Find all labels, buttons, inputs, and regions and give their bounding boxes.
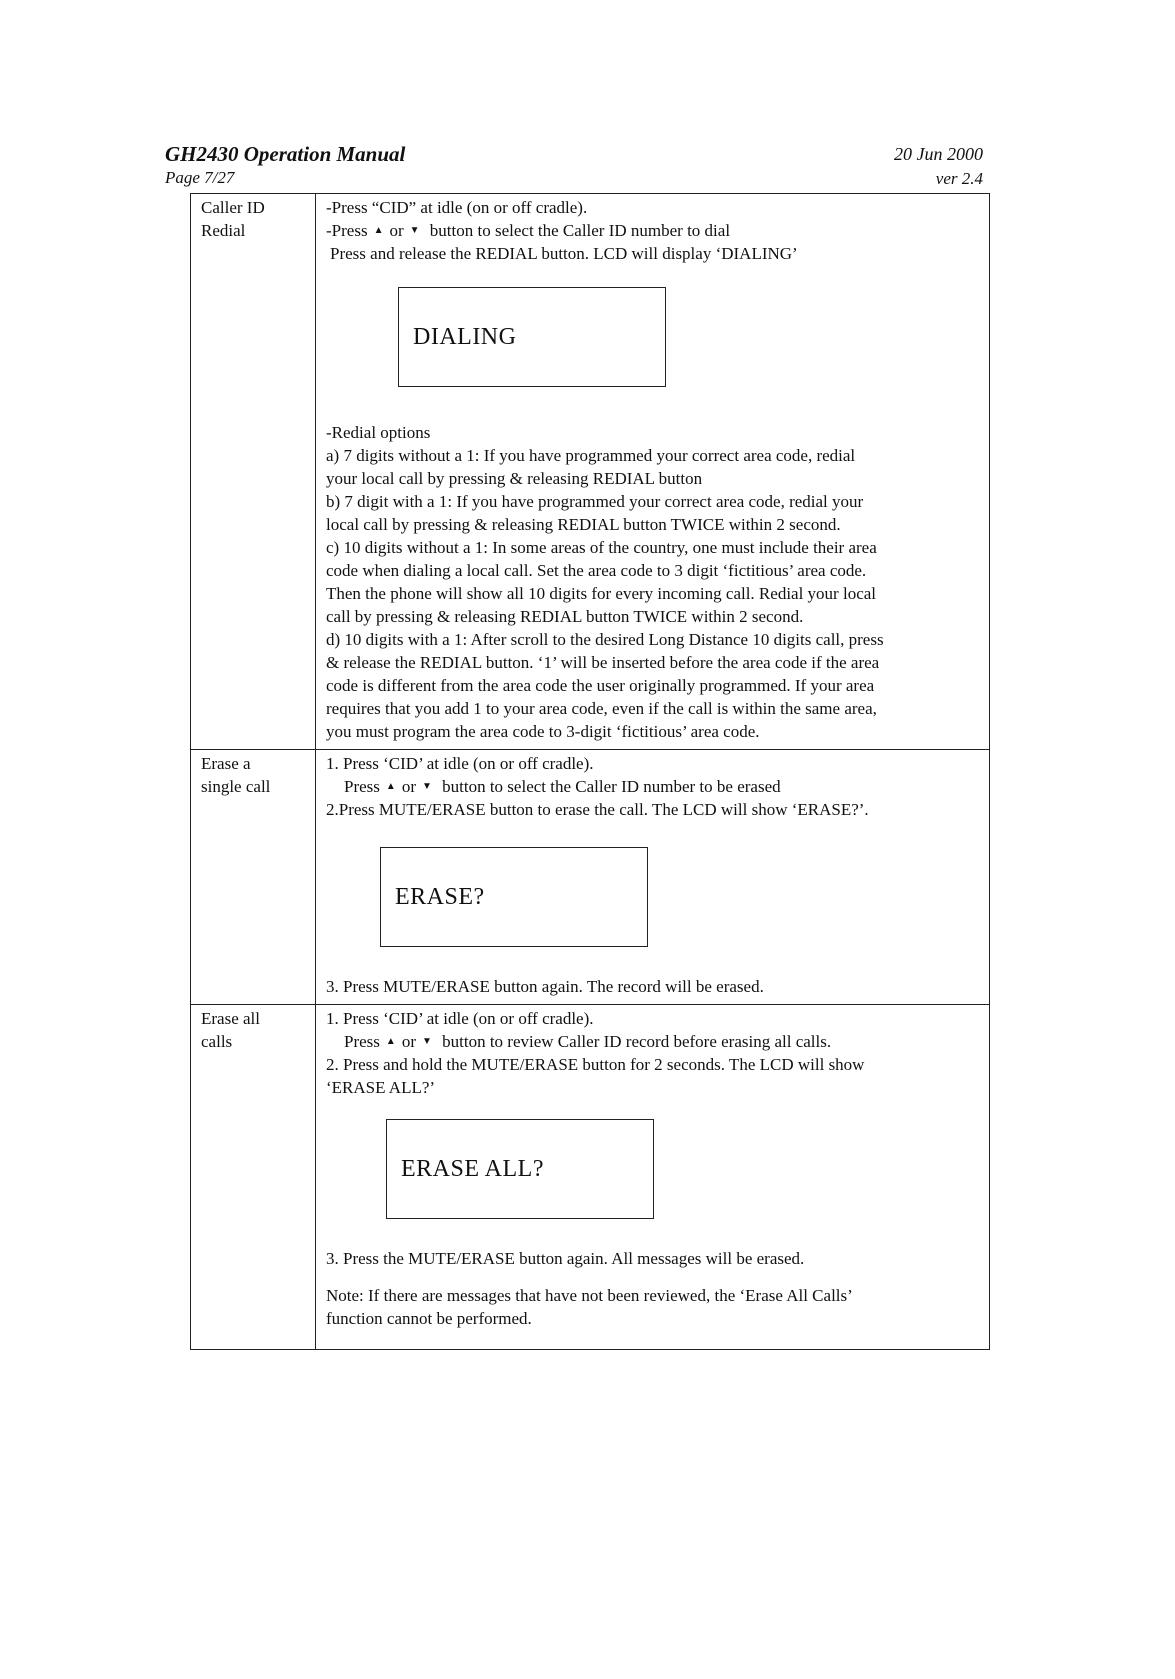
step-text: 2. Press and hold the MUTE/ERASE button for 2 seconds. The LCD will show <box>326 1055 865 1074</box>
step-text: Press and release the REDIAL button. LCD will display ‘DIALING’ <box>330 244 798 263</box>
step-text: Press ▲ or ▼ button to select the Caller ID number to be erased <box>344 777 781 796</box>
instruction-table <box>190 193 990 1350</box>
step-text: -Press “CID” at idle (on or off cradle). <box>326 198 588 217</box>
step-text: Press ▲ or ▼ button to review Caller ID record before erasing all calls. <box>344 1032 832 1051</box>
page-header <box>165 142 983 188</box>
triangle-up-icon: ▲ <box>385 781 396 792</box>
section-label: Caller ID Redial <box>191 194 316 750</box>
triangle-down-icon: ▼ <box>421 781 432 792</box>
section-content <box>316 194 990 750</box>
step-text: -Press ▲ or ▼ button to select the Caller ID number to dial <box>326 221 731 240</box>
step-text: 2.Press MUTE/ERASE button to erase the call. The LCD will show ‘ERASE?’. <box>326 800 869 819</box>
step-text: 3. Press the MUTE/ERASE button again. All messages will be erased. <box>326 1249 805 1268</box>
document-date: 20 Jun 2000 <box>894 144 983 164</box>
section-label: Erase a single call <box>191 750 316 1005</box>
options-heading: -Redial options <box>326 423 431 442</box>
document-version: ver 2.4 <box>935 169 983 188</box>
manual-title: GH2430 Operation Manual <box>165 142 406 166</box>
triangle-up-icon: ▲ <box>385 1036 396 1047</box>
triangle-down-icon: ▼ <box>421 1036 432 1047</box>
step-text: 1. Press ‘CID’ at idle (on or off cradle). <box>326 754 594 773</box>
triangle-up-icon: ▲ <box>373 225 384 236</box>
step-text: 3. Press MUTE/ERASE button again. The record will be erased. <box>326 977 764 996</box>
redial-options: a) 7 digits without a 1: If you have programmed your correct area code, redial your local call by pressing & releasing REDIAL button b) 7 digit with a 1: If you have programmed your correct area code, redial your local call by pressing & releasing REDIAL button TWICE within 2 second. c) 10 digits without a 1: In some areas of the country, one must include their area code when dialing a local call. Set the area code to 3 digit ‘fictitious’ area code. Then the phone will show all 10 digits for every incoming call. Redial your local call by pressing & releasing REDIAL button TWICE within 2 second. d) 10 digits with a 1: After scroll to the desired Long Distance 10 digits call, press & release the REDIAL button. ‘1’ will be inserted before the area code if the area code is different from the area code the user originally programmed. If your area requires that you add 1 to your area code, even if the call is within the same area, you must program the area code to 3-digit ‘fictitious’ area code. <box>326 446 884 741</box>
triangle-down-icon: ▼ <box>409 225 420 236</box>
step-text: 1. Press ‘CID’ at idle (on or off cradle). <box>326 1009 594 1028</box>
step-text: ‘ERASE ALL?’ <box>326 1078 436 1097</box>
section-content <box>316 1005 990 1350</box>
lcd-display: DIALING <box>398 287 666 387</box>
note-text: Note: If there are messages that have not been reviewed, the ‘Erase All Calls’ <box>326 1286 853 1305</box>
note-text: function cannot be performed. <box>326 1309 532 1328</box>
lcd-display: ERASE? <box>380 847 648 947</box>
lcd-display: ERASE ALL? <box>386 1119 654 1219</box>
section-content <box>316 750 990 1005</box>
section-erase-all-calls <box>191 1005 990 1350</box>
section-erase-single-call <box>191 750 990 1005</box>
section-caller-id-redial <box>191 194 990 750</box>
page-number: Page 7/27 <box>165 168 235 187</box>
section-label: Erase all calls <box>191 1005 316 1350</box>
